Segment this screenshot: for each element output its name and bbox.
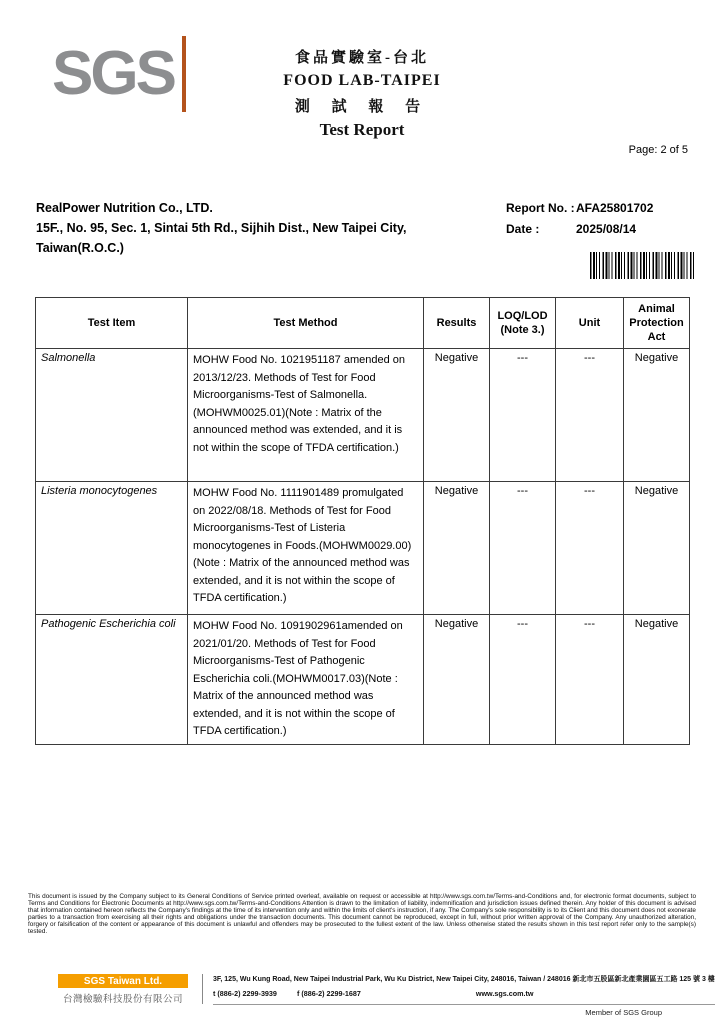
sgs-logo: SGS [52, 39, 174, 108]
footer-contact-block [213, 974, 715, 1005]
report-no-value: AFA25801702 [576, 201, 654, 215]
footer-contact-row [213, 989, 715, 998]
animal-protection-cell: Negative [624, 482, 690, 615]
footer-company-zh: 台灣檢驗科技股份有限公司 [62, 994, 183, 1005]
test-method-cell: MOHW Food No. 1111901489 promulgated on 2022/08/18. Methods of Test for Food Microorganisms-Test of Listeria monocytogenes in Foods.(MOHWM0029.00)(Note : Matrix of the announced method was extended, and it is not within the scope of TFDA certification.) [188, 482, 424, 615]
footer-company-block [58, 974, 188, 1005]
report-no-row [506, 201, 653, 215]
report-date-label: Date : [506, 222, 540, 236]
unit-cell: --- [556, 615, 624, 745]
col-header-results: Results [424, 298, 490, 349]
test-method-cell: MOHW Food No. 1021951187 amended on 2013/12/23. Methods of Test for Food Microorganisms-Test of Salmonella.(MOHWM0025.01)(Note : Matrix of the announced method was extended, and it is not within the scope of TFDA certification.) [188, 349, 424, 482]
loq-lod-cell: --- [490, 482, 556, 615]
client-address-line1: 15F., No. 95, Sec. 1, Sintai 5th Rd., Sijhih Dist., New Taipei City, [36, 221, 407, 235]
page-title: Test Report [319, 120, 405, 139]
report-title-zh: 測 試 報 告 [294, 99, 430, 115]
report-date-row [506, 222, 653, 236]
col-header-test-method: Test Method [188, 298, 424, 349]
footer-phone: t (886-2) 2299-3939 [213, 989, 277, 998]
col-header-test-item: Test Item [36, 298, 188, 349]
barcode-icon [590, 252, 694, 279]
loq-lod-cell: --- [490, 349, 556, 482]
client-name: RealPower Nutrition Co., LTD. [36, 201, 213, 215]
table-row [36, 482, 690, 615]
footer-divider [202, 974, 203, 1004]
results-cell: Negative [424, 349, 490, 482]
client-address-line2: Taiwan(R.O.C.) [36, 241, 124, 255]
loq-lod-cell: --- [490, 615, 556, 745]
col-header-loq-lod: LOQ/LOD (Note 3.) [490, 298, 556, 349]
footer-company-en: SGS Taiwan Ltd. [58, 974, 188, 988]
results-table [35, 297, 690, 745]
report-info-block [506, 201, 653, 243]
lab-title-zh: 食品實驗室-台北 [295, 50, 429, 66]
test-method-cell: MOHW Food No. 1091902961amended on 2021/01/20. Methods of Test for Food Microorganisms-Test of Pathogenic Escherichia coli.(MOHWM0017.03)(Note : Matrix of the announced method was extended, and it is not within the scope of TFDA certification.) [188, 615, 424, 745]
legal-disclaimer: This document is issued by the Company subject to its General Conditions of Service printed overleaf, available on request or accessible at http://www.sgs.com.tw/Terms-and-Conditions and, for electronic format documents, subject to Terms and Conditions for Electronic Documents at http://www.sgs.com.tw/Terms-and-Conditions Attention is drawn to the limitation of liability, indemnification and jurisdiction issues defined therein. Any holder of this document is advised that information contained hereon reflects the Company's findings at the time of its intervention only and within the limits of client's instruction, if any. The Company's sole responsibility is to its Client and this document does not exonerate parties to a transaction from exercising all their rights and obligations under the transaction documents. This document cannot be reproduced, except in full, without prior written approval of the Company. Any unauthorized alteration, forgery or falsification of the content or appearance of this document is unlawful and offenders may be prosecuted to the fullest extent of the law. Unless otherwise stated the results shown in this test report refer only to the sample(s) tested. [28, 893, 696, 935]
table-row [36, 349, 690, 482]
footer-website: www.sgs.com.tw [475, 989, 534, 998]
document-titles [0, 46, 724, 140]
footer-block [58, 974, 715, 1005]
report-date-value: 2025/08/14 [576, 222, 637, 236]
col-header-unit: Unit [556, 298, 624, 349]
test-item-cell: Listeria monocytogenes [36, 482, 188, 615]
table-row [36, 615, 690, 745]
unit-cell: --- [556, 482, 624, 615]
test-item-cell: Salmonella [36, 349, 188, 482]
unit-cell: --- [556, 349, 624, 482]
animal-protection-cell: Negative [624, 349, 690, 482]
table-header-row [36, 298, 690, 349]
client-address-block [36, 198, 476, 258]
footer-address: 3F, 125, Wu Kung Road, New Taipei Industrial Park, Wu Ku District, New Taipei City, 248016, Taiwan / 248016 新北市五股區新北產業園區五工路 125 號 3 樓 [213, 976, 715, 983]
lab-title-en: FOOD LAB-TAIPEI [283, 72, 441, 89]
col-header-animal-protection-act: Animal Protection Act [624, 298, 690, 349]
results-cell: Negative [424, 482, 490, 615]
footer-fax: f (886-2) 2299-1687 [296, 989, 361, 998]
test-item-cell: Pathogenic Escherichia coli [36, 615, 188, 745]
page-number: Page: 2 of 5 [628, 144, 688, 156]
animal-protection-cell: Negative [624, 615, 690, 745]
member-of-sgs-group: Member of SGS Group [585, 1008, 662, 1017]
results-cell: Negative [424, 615, 490, 745]
report-no-label: Report No. : [506, 201, 575, 215]
